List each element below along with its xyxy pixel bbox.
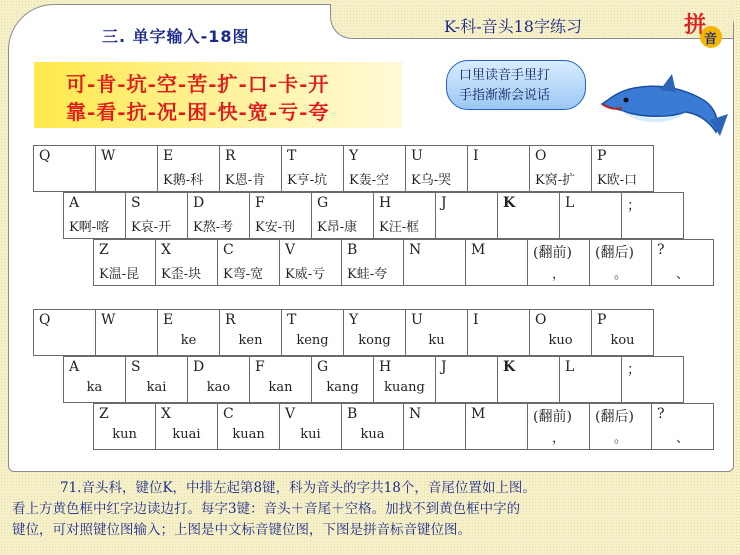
key-label: K蛙-夸	[347, 267, 388, 282]
py-key-1-5[interactable]	[281, 309, 344, 356]
key-letter: F	[255, 359, 265, 375]
key-label: K歪-块	[161, 267, 202, 282]
key-label: 、	[675, 267, 689, 282]
py-key-1-1[interactable]	[33, 309, 96, 356]
key-letter: R	[225, 148, 236, 164]
key-letter: S	[131, 195, 141, 211]
key-letter: U	[411, 312, 423, 328]
key-label: kou	[610, 333, 635, 348]
cn-key-1-10[interactable]	[591, 145, 654, 192]
key-letter: G	[317, 195, 329, 211]
key-label: K熬-考	[193, 220, 234, 235]
key-letter: X	[161, 406, 171, 422]
py-key-3-6[interactable]	[403, 403, 466, 450]
key-letter: D	[193, 359, 205, 375]
py-key-2-5[interactable]	[311, 356, 374, 403]
cn-key-1-7[interactable]	[405, 145, 468, 192]
cn-key-1-3[interactable]	[157, 145, 220, 192]
key-letter: A	[69, 195, 80, 211]
key-letter: N	[409, 242, 422, 258]
logo-big-char: 拼	[684, 13, 707, 38]
py-key-1-9[interactable]	[529, 309, 592, 356]
key-letter: I	[473, 312, 479, 328]
key-letter: O	[535, 312, 547, 328]
key-letter: X	[161, 242, 171, 258]
key-letter: ；	[627, 198, 641, 214]
key-letter: ；	[627, 362, 641, 378]
key-label: kua	[360, 427, 385, 442]
key-letter: B	[347, 406, 358, 422]
key-letter: W	[101, 148, 116, 164]
key-letter: P	[597, 148, 607, 164]
key-letter: Y	[349, 148, 359, 164]
py-key-2-2[interactable]	[125, 356, 188, 403]
lesson-title: 三. 单字输入-18图	[102, 27, 250, 46]
practice-line-2: 靠-看-抗-况-困-快-宽-亏-夸	[66, 100, 330, 124]
key-label: K汪-框	[379, 220, 420, 235]
key-letter: I	[473, 148, 479, 164]
key-label: K哀-开	[131, 220, 172, 235]
key-letter: S	[131, 359, 141, 375]
key-letter: B	[347, 242, 358, 258]
speech-bubble	[446, 60, 586, 110]
key-label: kong	[358, 333, 391, 348]
key-letter: O	[535, 148, 547, 164]
cn-key-3-9[interactable]	[589, 239, 652, 286]
key-label: K鹅-科	[163, 173, 204, 188]
cn-key-2-7[interactable]	[435, 192, 498, 239]
key-letter: H	[379, 195, 392, 211]
key-label: kuai	[172, 427, 201, 442]
key-label: K欧-口	[597, 173, 638, 188]
key-label: K亨-坑	[287, 173, 328, 188]
key-letter: J	[441, 359, 447, 375]
key-letter: E	[163, 148, 174, 164]
py-key-2-9[interactable]	[559, 356, 622, 403]
instruction-line-3: 键位，可对照键位图输入；上图是中文标音键位图，下图是拼音标音键位图。	[12, 522, 471, 538]
key-letter: T	[287, 312, 297, 328]
py-key-3-9[interactable]	[589, 403, 652, 450]
py-key-1-3[interactable]	[157, 309, 220, 356]
key-label: keng	[296, 333, 329, 348]
cn-key-3-1[interactable]	[93, 239, 156, 286]
key-label: kan	[268, 380, 293, 395]
key-letter: W	[101, 312, 116, 328]
key-label: K恩-肯	[225, 173, 266, 188]
key-letter: ?	[657, 242, 665, 258]
practice-line-1: 可-肯-坑-空-苦-扩-口-卡-开	[66, 72, 330, 96]
key-letter: A	[69, 359, 80, 375]
key-letter: P	[597, 312, 607, 328]
key-letter: L	[565, 195, 575, 211]
key-label: K温-昆	[99, 267, 140, 282]
key-letter: Q	[39, 312, 51, 328]
cn-key-2-1[interactable]	[63, 192, 126, 239]
cn-key-1-2[interactable]	[95, 145, 158, 192]
bubble-line-2: 手指渐渐会说话	[459, 88, 551, 103]
key-letter: U	[411, 148, 423, 164]
lesson-subtitle: K-科-音头18字练习	[444, 17, 582, 36]
dolphin-icon	[600, 60, 730, 140]
key-label: kun	[112, 427, 137, 442]
key-letter: M	[471, 242, 486, 258]
key-letter: D	[193, 195, 205, 211]
py-key-3-3[interactable]	[217, 403, 280, 450]
cn-key-3-6[interactable]	[403, 239, 466, 286]
py-key-3-7[interactable]	[465, 403, 528, 450]
key-label: ，	[551, 431, 565, 446]
cn-key-3-7[interactable]	[465, 239, 528, 286]
key-letter: V	[285, 406, 296, 422]
key-letter: H	[379, 359, 392, 375]
key-label: 。	[613, 267, 627, 282]
cn-key-2-6[interactable]	[373, 192, 436, 239]
py-key-1-7[interactable]	[405, 309, 468, 356]
py-key-2-6[interactable]	[373, 356, 436, 403]
key-label: 。	[613, 431, 627, 446]
cn-key-1-5[interactable]	[281, 145, 344, 192]
py-key-2-7[interactable]	[435, 356, 498, 403]
cn-key-3-5[interactable]	[341, 239, 404, 286]
instruction-line-2: 看上方黄色框中红字边读边打。每字3键：音头＋音尾＋空格。加找不到黄色框中字的	[12, 501, 521, 517]
key-label: K乌-哭	[411, 173, 452, 188]
key-label: kui	[300, 427, 321, 442]
cn-key-1-6[interactable]	[343, 145, 406, 192]
key-letter: E	[163, 312, 174, 328]
key-label: 、	[675, 431, 689, 446]
py-key-2-3[interactable]	[187, 356, 250, 403]
key-label: K威-亏	[285, 267, 326, 282]
pinyin-logo-icon	[684, 8, 724, 46]
key-label: K轰-空	[349, 173, 390, 188]
key-letter: T	[287, 148, 297, 164]
cn-key-1-8[interactable]	[467, 145, 530, 192]
cn-key-3-3[interactable]	[217, 239, 280, 286]
key-letter: K	[503, 359, 516, 375]
key-label: K安-刊	[255, 220, 296, 235]
py-key-1-10[interactable]	[591, 309, 654, 356]
logo-small-char: 音	[704, 32, 718, 47]
py-key-3-5[interactable]	[341, 403, 404, 450]
key-label: K昂-康	[317, 220, 358, 235]
key-letter: (翻前)	[533, 245, 572, 261]
py-key-3-10[interactable]	[651, 403, 714, 450]
py-key-2-10[interactable]	[621, 356, 684, 403]
instruction-text	[12, 478, 728, 541]
instruction-line-1: 71.音头科，键位K，中排左起第8键，科为音头的字共18个，音尾位置如上图。	[60, 480, 536, 496]
py-key-3-8[interactable]	[527, 403, 590, 450]
key-label: kao	[206, 380, 231, 395]
key-letter: C	[223, 406, 234, 422]
key-letter: R	[225, 312, 236, 328]
key-label: ke	[180, 333, 197, 348]
key-letter: L	[565, 359, 575, 375]
key-letter: ?	[657, 406, 665, 422]
cn-key-2-10[interactable]	[621, 192, 684, 239]
key-letter: (翻后)	[595, 245, 634, 261]
py-key-2-1[interactable]	[63, 356, 126, 403]
py-key-3-2[interactable]	[155, 403, 218, 450]
py-key-1-2[interactable]	[95, 309, 158, 356]
key-letter: N	[409, 406, 422, 422]
key-label: K弯-宽	[223, 267, 264, 282]
key-label: ，	[551, 267, 565, 282]
cn-key-2-3[interactable]	[187, 192, 250, 239]
cn-key-2-2[interactable]	[125, 192, 188, 239]
py-key-3-1[interactable]	[93, 403, 156, 450]
bubble-line-1: 口里读音手里打	[459, 68, 551, 83]
cn-key-3-10[interactable]	[651, 239, 714, 286]
cn-key-3-2[interactable]	[155, 239, 218, 286]
cn-key-2-8[interactable]	[497, 192, 560, 239]
cn-key-3-4[interactable]	[279, 239, 342, 286]
key-letter: G	[317, 359, 329, 375]
key-label: ken	[238, 333, 263, 348]
key-label: ku	[428, 333, 445, 348]
key-letter: Z	[99, 406, 109, 422]
py-key-1-8[interactable]	[467, 309, 530, 356]
key-letter: K	[503, 195, 516, 211]
py-key-2-8[interactable]	[497, 356, 560, 403]
py-key-2-4[interactable]	[249, 356, 312, 403]
py-key-1-6[interactable]	[343, 309, 406, 356]
key-label: ka	[86, 380, 103, 395]
key-label: kuang	[384, 380, 425, 395]
cn-key-2-9[interactable]	[559, 192, 622, 239]
key-letter: F	[255, 195, 265, 211]
key-letter: (翻前)	[533, 409, 572, 425]
cn-key-1-1[interactable]	[33, 145, 96, 192]
key-label: kai	[146, 380, 167, 395]
key-letter: J	[441, 195, 447, 211]
key-label: K窝-扩	[535, 173, 576, 188]
cn-key-2-4[interactable]	[249, 192, 312, 239]
key-letter: Q	[39, 148, 51, 164]
py-key-3-4[interactable]	[279, 403, 342, 450]
key-label: kang	[326, 380, 359, 395]
key-letter: (翻后)	[595, 409, 634, 425]
cn-key-2-5[interactable]	[311, 192, 374, 239]
cn-key-3-8[interactable]	[527, 239, 590, 286]
key-letter: Y	[349, 312, 359, 328]
key-label: K啊-喀	[69, 220, 110, 235]
cn-key-1-4[interactable]	[219, 145, 282, 192]
practice-box	[34, 62, 402, 128]
py-key-1-4[interactable]	[219, 309, 282, 356]
key-letter: V	[285, 242, 296, 258]
key-letter: M	[471, 406, 486, 422]
key-label: kuo	[548, 333, 573, 348]
key-letter: Z	[99, 242, 109, 258]
key-label: kuan	[232, 427, 265, 442]
cn-key-1-9[interactable]	[529, 145, 592, 192]
key-letter: C	[223, 242, 234, 258]
